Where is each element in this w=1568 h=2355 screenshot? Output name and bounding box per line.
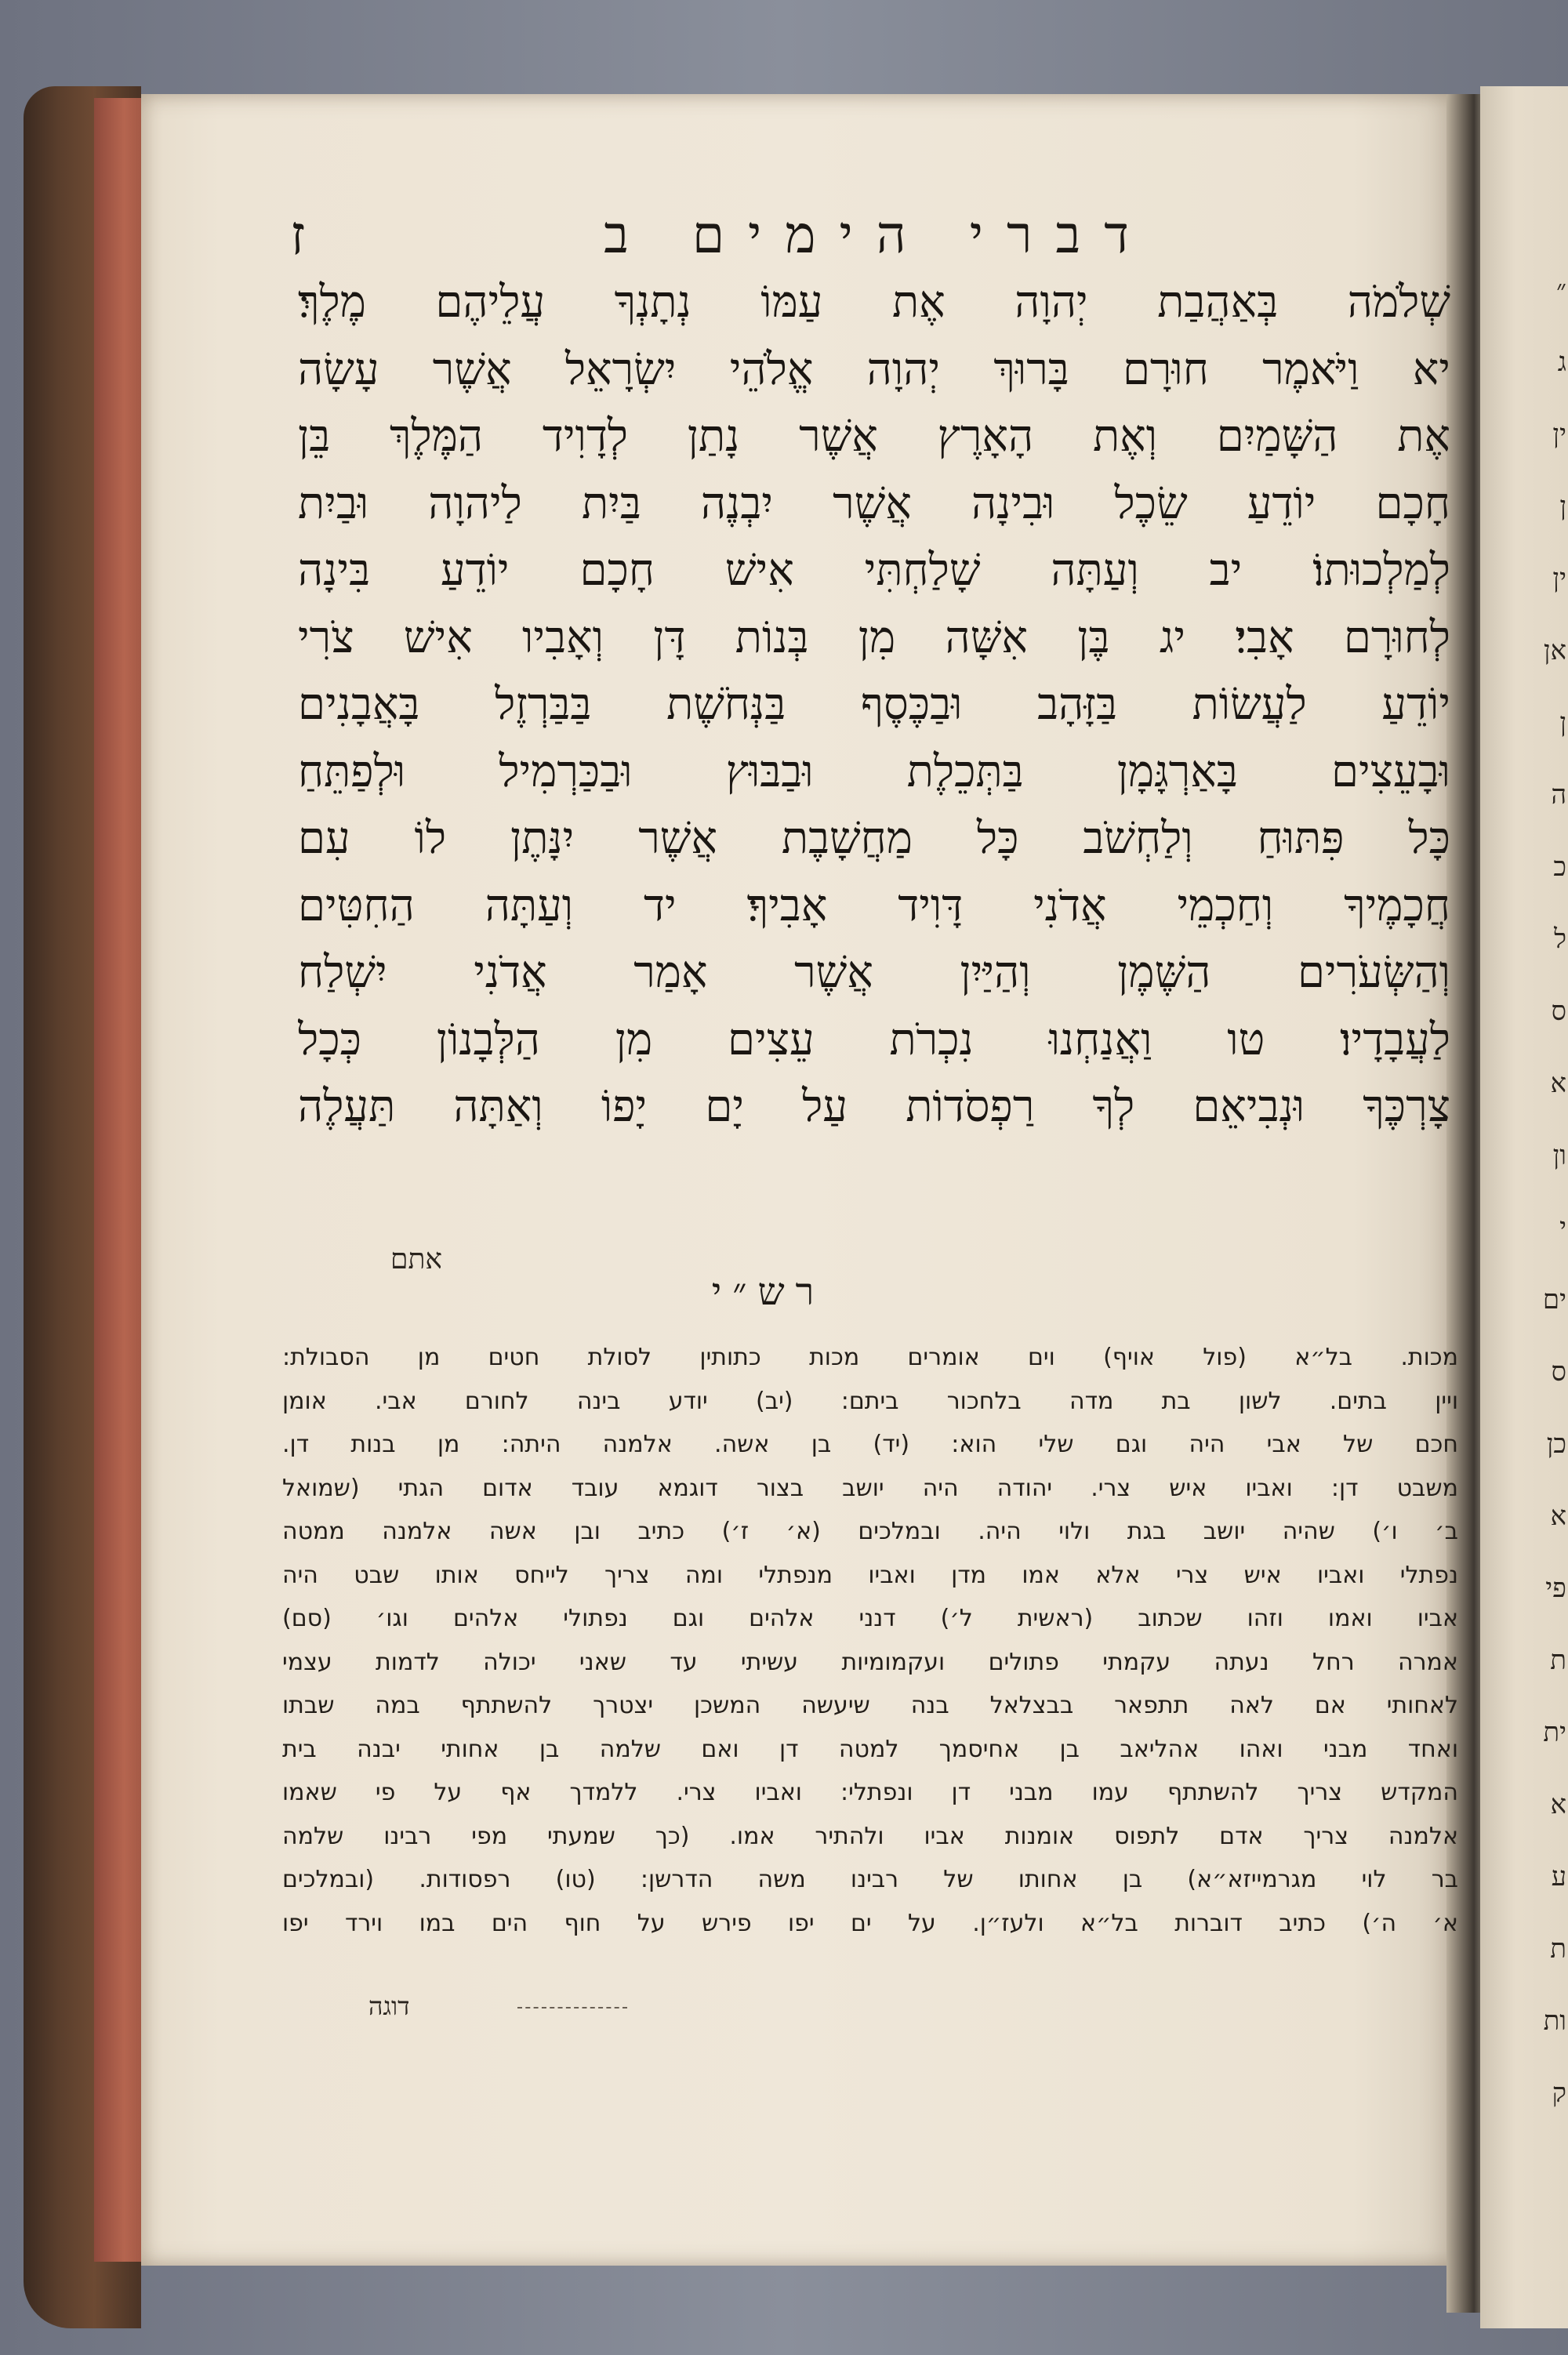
facing-page-fragment: י <box>1559 1212 1566 1243</box>
main-text-line: יא וַיֹּאמֶר חוּרָם בָּרוּךְ יְהוָה אֱלֹהֵי יִשְׂרָאֵל אֲשֶׁר עָשָׂה <box>298 343 1450 395</box>
facing-page-fragment: ע <box>1551 1861 1566 1892</box>
main-text-line: וְהַשְּׂעֹרִים הַשֶּׁמֶן וְהַיַּיִן אֲשֶׁר אָמַר אֲדֹנִי יִשְׁלַח <box>298 947 1450 998</box>
main-text-line: כָּל פִּתּוּחַ וְלַחְשֹׁב כָּל מַחֲשָׁבֶת אֲשֶׁר יִנָּתֶן לוֹ עִם <box>298 813 1450 864</box>
facing-page-fragment: ין <box>1552 419 1566 450</box>
page-number: ז <box>290 202 306 267</box>
commentary-line: ויין בתים. לשון בת מדה בלחכור ביתם: (יב) יודע בינה לחורם אבי. אומן <box>282 1387 1458 1415</box>
facing-page-fragment: כ <box>1553 851 1566 883</box>
facing-page-fragment: ון <box>1552 1140 1566 1171</box>
facing-page-fragment: כן <box>1546 1428 1566 1460</box>
commentary-line: ב׳ ו׳) שהיה יושב בגת ולוי היה. ובמלכים (א׳ ז׳) כתיב ובן אשה אלמנה ממטה <box>282 1518 1458 1545</box>
facing-page-fragment: פי <box>1545 1573 1566 1604</box>
facing-page-fragment: ק <box>1552 2077 1566 2109</box>
commentary-line: נפתלי ואביו איש צרי אלא אמו מדן ואביו מנפתלי ומה צריך לייחס אותו שבט היה <box>282 1561 1458 1589</box>
facing-page-fragment: ות <box>1543 2005 1566 2037</box>
facing-page-fragment: ה <box>1551 779 1566 811</box>
commentary-line: ואחד מבני ואהו אהליאב בן אחיסמך למטה דן ואם שלמה בן אחותי יבנה בית <box>282 1735 1458 1763</box>
facing-page-fragment: ס <box>1551 996 1566 1027</box>
facing-page-fragment: ת <box>1550 1933 1566 1965</box>
facing-page-fragment: ״ <box>1556 274 1566 306</box>
main-catchword: אתם <box>390 1243 443 1275</box>
main-text-line: אֶת הַשָּׁמַיִם וְאֶת הָאָרֶץ אֲשֶׁר נָתַן לְדָוִיד הַמֶּלֶךְ בֵּן <box>298 411 1450 462</box>
facing-page-fragment: א <box>1550 1789 1566 1820</box>
facing-page-fragment: ים <box>1542 1284 1566 1315</box>
facing-page-fragment: ל <box>1554 923 1566 955</box>
facing-page-fragments <box>1529 274 1566 2156</box>
main-text-line: חָכָם יוֹדֵעַ שֵׂכֶל וּבִינָה אֲשֶׁר יִבְנֶה בַּיִת לַיהוָה וּבַיִת <box>298 477 1450 529</box>
commentary-line: מכות. בל״א (פול אויף) וים אומרים מכות כתותין לסולת חטים מן הסבולת: <box>282 1344 1458 1371</box>
main-text-line: וּבָעֵצִים בָּאַרְגָּמָן בַּתְּכֵלֶת וּבַבּוּץ וּבַכַּרְמִיל וּלְפַתֵּחַ <box>298 746 1450 797</box>
running-title: דברי הימים ב <box>604 205 1152 265</box>
commentary-line: לאחותי אם לאה תתפאר בבצלאל בנה שיעשה המשכן יצטרך להשתתף במה שבתו <box>282 1692 1458 1719</box>
commentary-line: משבט דן: ואביו איש צרי. יהודה היה יושב בצור דוגמא עובד אדום הגתי (שמואל <box>282 1474 1458 1502</box>
facing-page-fragment: ן <box>1559 491 1566 522</box>
facing-page-fragment: א <box>1550 1068 1566 1099</box>
facing-page-fragment: ן <box>1559 707 1566 738</box>
main-text-line: לַעֲבָדָיו׃ טו וַאֲנַחְנוּ נִכְרֹת עֵצִים מִן הַלְּבָנוֹן כְּכָל <box>298 1014 1450 1065</box>
facing-page-fragment: ת <box>1550 1645 1566 1676</box>
bottom-catchword: דוגה <box>368 1991 410 2021</box>
commentary-line: בר לוי מגרמייזא״א) בן אחותו של רבינו משה הדרשן: (טו) רפסודות. (ובמלכים <box>282 1866 1458 1893</box>
main-text-line: יוֹדֵעַ לַעֲשׂוֹת בַּזָּהָב וּבַכֶּסֶף בַּנְּחֹשֶׁת בַּבַּרְזֶל בָּאֲבָנִים <box>298 679 1450 730</box>
facing-page-fragment: ס <box>1551 1356 1566 1388</box>
commentary-line: אמרה רחל נעתה עקמתי פתולים ועקמומיות עשיתי עד שאני יכולה לדמות עצמי <box>282 1648 1458 1676</box>
facing-page-fragment: ית <box>1543 1717 1566 1748</box>
commentary-line: אלמנה צריך אדם לתפוס אומנות אביו ולהתיר אמו. (כך שמעתי מפי רבינו שלמה <box>282 1822 1458 1850</box>
commentary-block <box>282 1337 1458 1979</box>
main-text-line: חֲכָמֶיךָ וְחַכְמֵי אֲדֹנִי דָּוִיד אָבִיךָ׃ יד וְעַתָּה הַחִטִּים <box>298 880 1450 931</box>
facing-page-fragment: א <box>1550 1500 1566 1532</box>
running-head <box>290 200 1152 270</box>
main-text-line: לְמַלְכוּתוֹ׃ יב וְעַתָּה שָׁלַחְתִּי אִישׁ חָכָם יוֹדֵעַ בִּינָה <box>298 545 1450 596</box>
main-text-line: צָרְכֶּךָ וּנְבִיאֵם לְךָ רַפְסֹדוֹת עַל יָם יָפוֹ וְאַתָּה תַּעֲלֶה <box>298 1081 1450 1132</box>
commentary-heading: רש״י <box>711 1270 826 1314</box>
main-text-block <box>298 270 1450 1250</box>
main-text-line: לְחוּרָם אָבִי׃ יג בֶּן אִשָּׁה מִן בְּנוֹת דָּן וְאָבִיו אִישׁ צֹרִי <box>298 611 1450 663</box>
commentary-line: אביו ואמו וזהו שכתוב (ראשית ל׳) דנני אלהים וגם נפתולי אלהים וגו׳ (סם) <box>282 1605 1458 1632</box>
facing-page-fragment: ין <box>1552 563 1566 594</box>
commentary-line: חכם של אבי היה וגם שלי הוא: (יד) בן אשה. אלמנה היתה: מן בנות דן. <box>282 1431 1458 1458</box>
facing-page-fragment: אן <box>1543 635 1566 666</box>
commentary-line: המקדש צריך להשתתף עמו מבני דן ונפתלי: ואביו צרי. ללמדך אף על פי שאמו <box>282 1779 1458 1806</box>
main-text-line: שְׁלֹמֹה בְּאַהֲבַת יְהוָה אֶת עַמּוֹ נְתָנְךָ עֲלֵיהֶם מֶלֶךְ׃ <box>298 277 1450 328</box>
facing-page-fragment: ג <box>1557 347 1566 378</box>
commentary-line: א׳ ה׳) כתיב דוברות בל״א ולעז״ן. על ים יפו פירש על חוף הים במו וירד יפו <box>282 1909 1458 1937</box>
ornament-rule <box>517 2007 627 2008</box>
